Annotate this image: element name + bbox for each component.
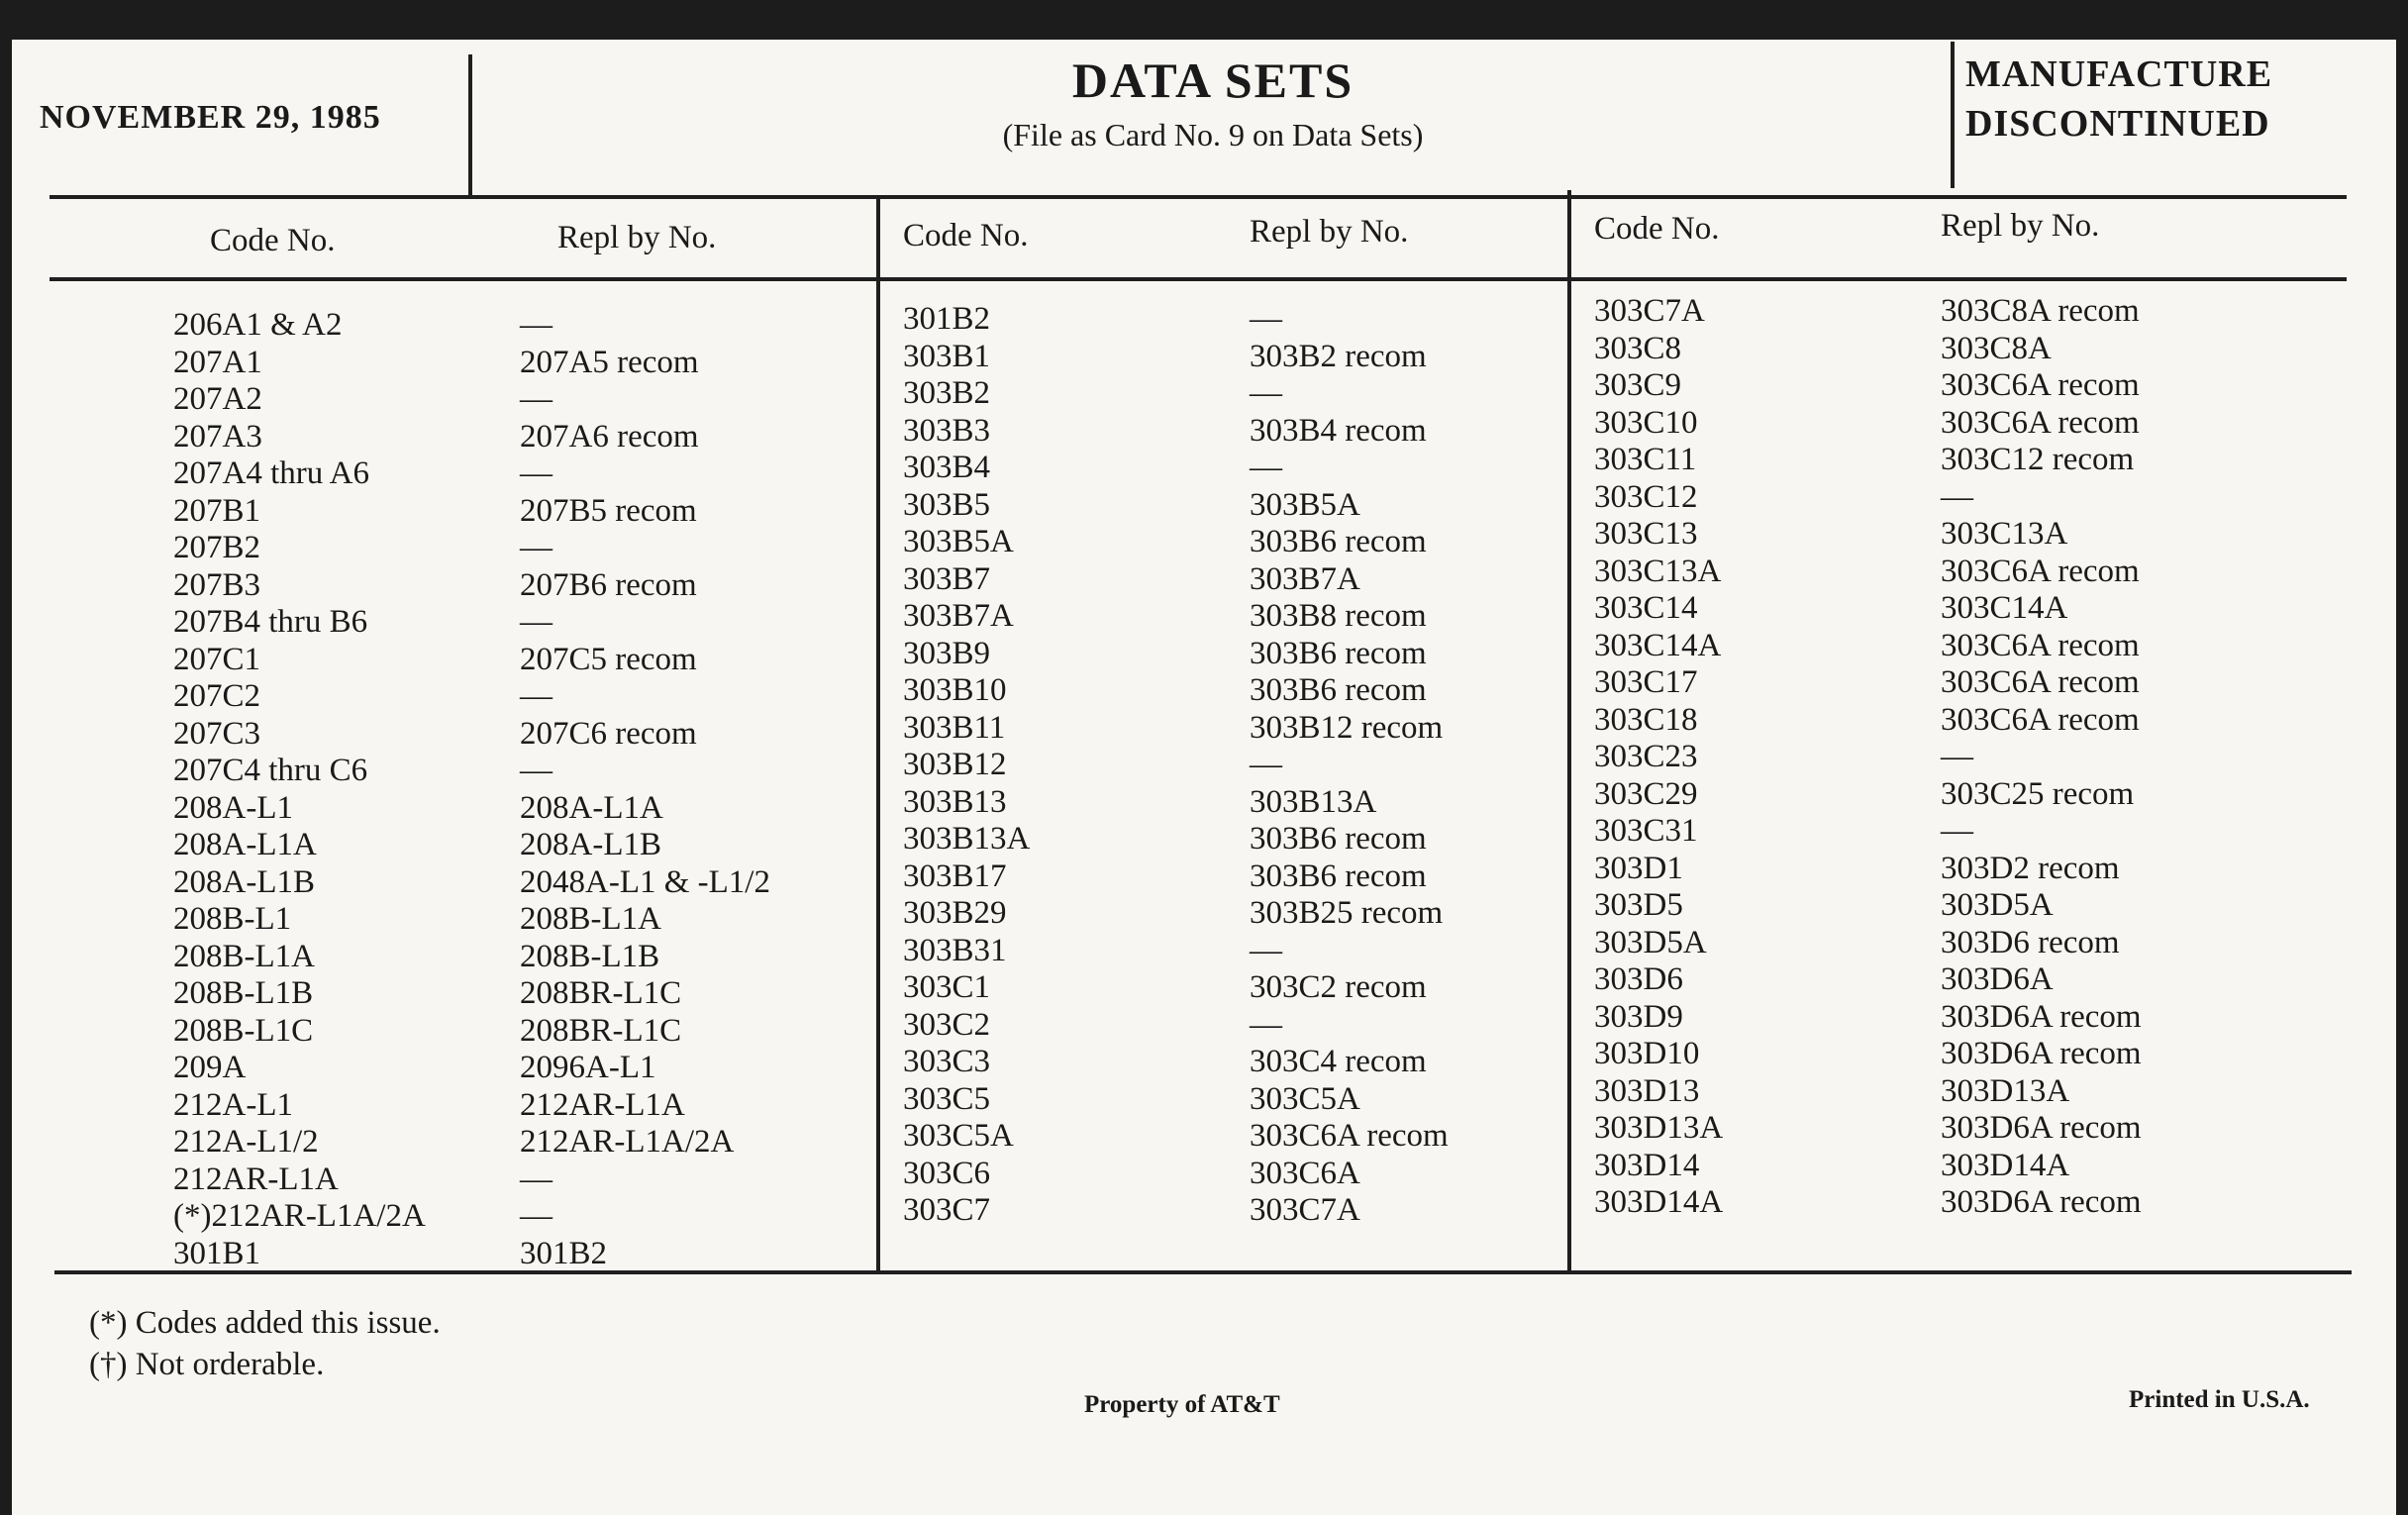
replacement-cell: 207A6 recom <box>520 418 699 454</box>
replacement-cell: 212AR-L1A <box>520 1086 685 1123</box>
table-row <box>1594 479 2267 517</box>
replacement-cell: — <box>520 678 552 714</box>
code-cell: 303C13 <box>1594 516 1698 552</box>
replacement-cell: — <box>1941 813 1973 849</box>
replacement-cell: 303D13A <box>1941 1072 2070 1109</box>
replacement-cell: 303D5A <box>1941 887 2054 923</box>
replacement-cell: — <box>1250 301 1282 337</box>
replacement-cell: 303C14A <box>1941 590 2068 626</box>
replacement-cell: 303B6 recom <box>1250 635 1427 671</box>
header-divider-right <box>1951 42 1955 188</box>
table-row <box>903 969 1576 1007</box>
printed-notice: Printed in U.S.A. <box>2129 1386 2310 1413</box>
replacement-cell: 303C6A recom <box>1941 367 2140 403</box>
replacement-cell: 303C7A <box>1250 1192 1360 1228</box>
table-row <box>903 1118 1576 1156</box>
table-row <box>173 864 847 902</box>
replacement-cell: 207C5 recom <box>520 641 697 677</box>
code-cell: 303C17 <box>1594 664 1698 700</box>
replacement-cell: — <box>1250 747 1282 782</box>
col1-repl-header: Repl by No. <box>557 220 717 255</box>
code-column-3 <box>1594 293 2267 1222</box>
replacement-cell: — <box>1250 1006 1282 1043</box>
code-cell: 207C1 <box>173 641 261 677</box>
table-row <box>903 561 1576 599</box>
code-cell: 303C10 <box>1594 404 1698 441</box>
code-cell: 207A4 thru A6 <box>173 455 369 491</box>
code-cell: 303B4 <box>903 450 991 485</box>
replacement-cell: 303D6A <box>1941 961 2054 997</box>
code-cell: 303D14A <box>1594 1184 1724 1220</box>
replacement-cell: 2048A-L1 & -L1/2 <box>520 863 770 900</box>
code-cell: 303B10 <box>903 672 1007 708</box>
replacement-cell: — <box>1250 932 1282 968</box>
replacement-cell: 212AR-L1A/2A <box>520 1124 735 1160</box>
table-row <box>173 345 847 382</box>
code-cell: 303C6 <box>903 1155 991 1191</box>
table-row <box>1594 554 2267 591</box>
table-row <box>903 301 1576 339</box>
code-cell: 207B3 <box>173 566 261 603</box>
replacement-cell: 303D2 recom <box>1941 850 2120 886</box>
replacement-cell: 207B6 recom <box>520 566 697 603</box>
table-row <box>1594 702 2267 740</box>
code-cell: 303B9 <box>903 635 991 671</box>
replacement-cell: 303C6A recom <box>1941 664 2140 700</box>
table-row <box>1594 628 2267 665</box>
code-cell: 207C2 <box>173 678 261 714</box>
table-row <box>173 716 847 754</box>
code-cell: 207A2 <box>173 381 262 417</box>
table-row <box>1594 405 2267 443</box>
table-row <box>173 790 847 828</box>
table-row <box>903 1081 1576 1119</box>
code-cell: 303C2 <box>903 1006 991 1043</box>
code-cell: 303B7 <box>903 560 991 597</box>
table-row <box>173 827 847 864</box>
table-row <box>1594 776 2267 814</box>
code-cell: 208B-L1C <box>173 1012 314 1049</box>
table-row <box>173 604 847 642</box>
table-row <box>173 419 847 456</box>
code-cell: (*)212AR-L1A/2A <box>173 1198 426 1234</box>
replacement-cell: 207C6 recom <box>520 715 697 752</box>
table-row <box>173 975 847 1013</box>
table-row <box>173 1087 847 1125</box>
code-cell: 303B5A <box>903 524 1014 559</box>
table-row <box>173 678 847 716</box>
code-cell: 303C23 <box>1594 739 1698 774</box>
status-line-2: DISCONTINUED <box>1965 103 2270 145</box>
code-cell: 303C18 <box>1594 701 1698 738</box>
code-cell: 303C3 <box>903 1044 991 1079</box>
header-divider-left <box>468 54 472 198</box>
replacement-cell: 303D14A <box>1941 1147 2070 1183</box>
table-row <box>173 493 847 531</box>
replacement-cell: 208BR-L1C <box>520 1012 682 1049</box>
table-row <box>173 307 847 345</box>
replacement-cell: 303C5A <box>1250 1080 1360 1117</box>
table-row <box>903 636 1576 673</box>
status-line-1: MANUFACTURE <box>1965 53 2273 95</box>
replacement-cell: — <box>520 530 552 565</box>
code-cell: 208B-L1 <box>173 901 292 937</box>
table-row <box>1594 331 2267 368</box>
replacement-cell: 303B8 recom <box>1250 598 1427 634</box>
replacement-cell: 303B5A <box>1250 486 1360 523</box>
replacement-cell: 303B6 recom <box>1250 524 1427 559</box>
replacement-cell: 303C6A recom <box>1250 1118 1449 1154</box>
replacement-cell: 208A-L1A <box>520 789 663 826</box>
code-cell: 303B3 <box>903 412 991 449</box>
replacement-cell: — <box>1250 450 1282 485</box>
replacement-cell: — <box>520 455 552 491</box>
table-row <box>1594 961 2267 999</box>
replacement-cell: 301B2 <box>520 1235 608 1271</box>
table-row <box>173 455 847 493</box>
replacement-cell: 303C6A <box>1250 1155 1360 1191</box>
replacement-cell: — <box>520 381 552 417</box>
table-row <box>903 858 1576 896</box>
table-row <box>1594 925 2267 962</box>
code-cell: 303C5 <box>903 1080 991 1117</box>
replacement-cell: — <box>1941 478 1973 515</box>
table-row <box>173 1236 847 1273</box>
code-cell: 303D6 <box>1594 961 1683 997</box>
replacement-cell: 303D6 recom <box>1941 924 2120 960</box>
header-rule <box>50 195 2347 199</box>
table-row <box>1594 590 2267 628</box>
code-cell: 303D5 <box>1594 887 1683 923</box>
code-cell: 303D9 <box>1594 998 1683 1035</box>
replacement-cell: 303B13A <box>1250 783 1377 820</box>
code-cell: 303B13 <box>903 783 1007 820</box>
code-column-1 <box>173 307 847 1272</box>
table-row <box>1594 516 2267 554</box>
table-row <box>173 530 847 567</box>
replacement-cell: 303C2 recom <box>1250 969 1427 1005</box>
replacement-cell: 303B7A <box>1250 560 1360 597</box>
code-cell: 303C14 <box>1594 590 1698 626</box>
code-cell: 303B1 <box>903 338 991 374</box>
table-row <box>173 753 847 790</box>
replacement-cell: 303C6A recom <box>1941 404 2140 441</box>
table-row <box>1594 442 2267 479</box>
code-cell: 303C7 <box>903 1192 991 1228</box>
code-cell: 303D1 <box>1594 850 1683 886</box>
column-header-rule <box>50 277 2347 281</box>
table-row <box>1594 1184 2267 1222</box>
replacement-cell: 303B2 recom <box>1250 338 1427 374</box>
table-row <box>1594 851 2267 888</box>
col3-code-header: Code No. <box>1594 211 1720 247</box>
code-cell: 303B2 <box>903 375 991 411</box>
page-subtitle: (File as Card No. 9 on Data Sets) <box>1002 117 1424 152</box>
table-row <box>903 487 1576 525</box>
page-title: DATA SETS <box>1071 52 1354 108</box>
table-row <box>903 821 1576 858</box>
table-row <box>1594 813 2267 851</box>
table-row <box>173 381 847 419</box>
table-row <box>903 598 1576 636</box>
replacement-cell: 303C12 recom <box>1941 442 2135 477</box>
code-cell: 303C29 <box>1594 775 1698 812</box>
replacement-cell: 207A5 recom <box>520 344 699 380</box>
table-row <box>173 1124 847 1162</box>
table-row <box>1594 1036 2267 1073</box>
code-cell: 212A-L1 <box>173 1086 293 1123</box>
code-cell: 303C12 <box>1594 478 1698 515</box>
table-row <box>903 1192 1576 1230</box>
code-cell: 207C3 <box>173 715 261 752</box>
code-cell: 212AR-L1A <box>173 1161 339 1197</box>
table-row <box>903 784 1576 822</box>
code-cell: 303B17 <box>903 858 1007 894</box>
replacement-cell: 303B6 recom <box>1250 672 1427 708</box>
replacement-cell: 303C8A <box>1941 330 2052 366</box>
table-row <box>1594 999 2267 1037</box>
code-cell: 207B2 <box>173 530 261 565</box>
code-cell: 303C9 <box>1594 367 1682 403</box>
code-cell: 303D5A <box>1594 924 1707 960</box>
table-row <box>173 567 847 605</box>
replacement-cell: 303C8A recom <box>1941 293 2140 329</box>
replacement-cell: 303C4 recom <box>1250 1044 1427 1079</box>
table-row <box>1594 1073 2267 1111</box>
replacement-cell: 208B-L1A <box>520 901 661 937</box>
code-cell: 303D13A <box>1594 1110 1724 1146</box>
replacement-cell: — <box>520 307 552 343</box>
table-row <box>173 1198 847 1236</box>
code-cell: 303B5 <box>903 486 991 523</box>
replacement-cell: — <box>520 1161 552 1197</box>
table-row <box>903 895 1576 933</box>
table-row <box>1594 293 2267 331</box>
table-row <box>903 747 1576 784</box>
code-cell: 303B11 <box>903 709 1006 746</box>
replacement-cell: 303B25 recom <box>1250 895 1444 931</box>
replacement-cell: 303B6 recom <box>1250 821 1427 857</box>
code-cell: 301B2 <box>903 301 991 337</box>
code-cell: 303D14 <box>1594 1147 1700 1183</box>
code-cell: 207A1 <box>173 344 262 380</box>
table-row <box>1594 739 2267 776</box>
table-row <box>903 1156 1576 1193</box>
replacement-cell: 2096A-L1 <box>520 1050 656 1085</box>
table-row <box>173 1050 847 1087</box>
replacement-cell: 303D6A recom <box>1941 1036 2142 1071</box>
table-row <box>903 413 1576 451</box>
table-row <box>173 901 847 939</box>
code-cell: 212A-L1/2 <box>173 1124 319 1160</box>
code-cell: 303C11 <box>1594 442 1697 477</box>
code-cell: 303B12 <box>903 747 1007 782</box>
replacement-cell: 303D6A recom <box>1941 1184 2142 1220</box>
code-cell: 303B29 <box>903 895 1007 931</box>
table-row <box>173 1162 847 1199</box>
code-cell: 303C1 <box>903 969 991 1005</box>
note-not-orderable: (†) Not orderable. <box>89 1347 325 1382</box>
column-divider-1 <box>876 197 880 1274</box>
code-cell: 301B1 <box>173 1235 261 1271</box>
col3-repl-header: Repl by No. <box>1941 208 2100 244</box>
code-cell: 303C14A <box>1594 627 1722 663</box>
code-cell: 303B13A <box>903 821 1031 857</box>
table-row <box>1594 887 2267 925</box>
code-cell: 303C31 <box>1594 813 1698 849</box>
col1-code-header: Code No. <box>210 223 336 258</box>
table-row <box>1594 664 2267 702</box>
property-notice: Property of AT&T <box>1084 1391 1280 1418</box>
code-cell: 207A3 <box>173 418 262 454</box>
issue-date: NOVEMBER 29, 1985 <box>40 99 381 136</box>
table-row <box>903 375 1576 413</box>
footnotes <box>89 1302 441 1385</box>
replacement-cell: 208A-L1B <box>520 827 661 862</box>
replacement-cell: — <box>520 604 552 640</box>
code-cell: 303C8 <box>1594 330 1682 366</box>
replacement-cell: 303B6 recom <box>1250 858 1427 894</box>
code-cell: 303D10 <box>1594 1036 1700 1071</box>
replacement-cell: 303B12 recom <box>1250 709 1444 746</box>
table-row <box>903 339 1576 376</box>
replacement-cell: 303D6A recom <box>1941 1110 2142 1146</box>
table-row <box>1594 367 2267 405</box>
replacement-cell: 303C6A recom <box>1941 701 2140 738</box>
replacement-cell: 303B4 recom <box>1250 412 1427 449</box>
replacement-cell: 303C25 recom <box>1941 775 2135 812</box>
table-row <box>903 1044 1576 1081</box>
code-cell: 208A-L1 <box>173 789 293 826</box>
replacement-cell: 208BR-L1C <box>520 975 682 1011</box>
col2-code-header: Code No. <box>903 218 1029 253</box>
code-cell: 207B1 <box>173 492 261 529</box>
table-row <box>1594 1110 2267 1148</box>
table-row <box>903 672 1576 710</box>
replacement-cell: — <box>520 753 552 788</box>
code-cell: 208A-L1B <box>173 863 315 900</box>
code-column-2 <box>903 301 1576 1230</box>
code-cell: 208A-L1A <box>173 827 317 862</box>
code-cell: 303C13A <box>1594 553 1722 589</box>
replacement-cell: 303C6A recom <box>1941 627 2140 663</box>
code-cell: 208B-L1B <box>173 975 314 1011</box>
code-cell: 303D13 <box>1594 1072 1700 1109</box>
code-cell: 303C5A <box>903 1118 1014 1154</box>
status-label <box>1965 50 2381 149</box>
table-row <box>903 450 1576 487</box>
table-row <box>903 710 1576 748</box>
replacement-cell: 303D6A recom <box>1941 998 2142 1035</box>
replacement-cell: 303C13A <box>1941 516 2068 552</box>
code-cell: 209A <box>173 1050 247 1085</box>
code-cell: 208B-L1A <box>173 938 315 974</box>
table-row <box>173 642 847 679</box>
code-cell: 303B7A <box>903 598 1014 634</box>
note-codes-added: (*) Codes added this issue. <box>89 1305 441 1341</box>
table-row <box>903 524 1576 561</box>
code-cell: 206A1 & A2 <box>173 307 343 343</box>
replacement-cell: — <box>1250 375 1282 411</box>
code-cell: 303C7A <box>1594 293 1705 329</box>
replacement-cell: — <box>1941 739 1973 774</box>
replacement-cell: 208B-L1B <box>520 938 660 974</box>
table-row <box>903 1007 1576 1045</box>
code-cell: 207B4 thru B6 <box>173 604 368 640</box>
replacement-cell: — <box>520 1198 552 1234</box>
code-cell: 207C4 thru C6 <box>173 753 368 788</box>
table-row <box>173 1013 847 1051</box>
table-row <box>173 939 847 976</box>
col2-repl-header: Repl by No. <box>1250 214 1409 250</box>
table-row <box>903 933 1576 970</box>
replacement-cell: 303C6A recom <box>1941 553 2140 589</box>
replacement-cell: 207B5 recom <box>520 492 697 529</box>
code-cell: 303B31 <box>903 932 1007 968</box>
table-row <box>1594 1148 2267 1185</box>
